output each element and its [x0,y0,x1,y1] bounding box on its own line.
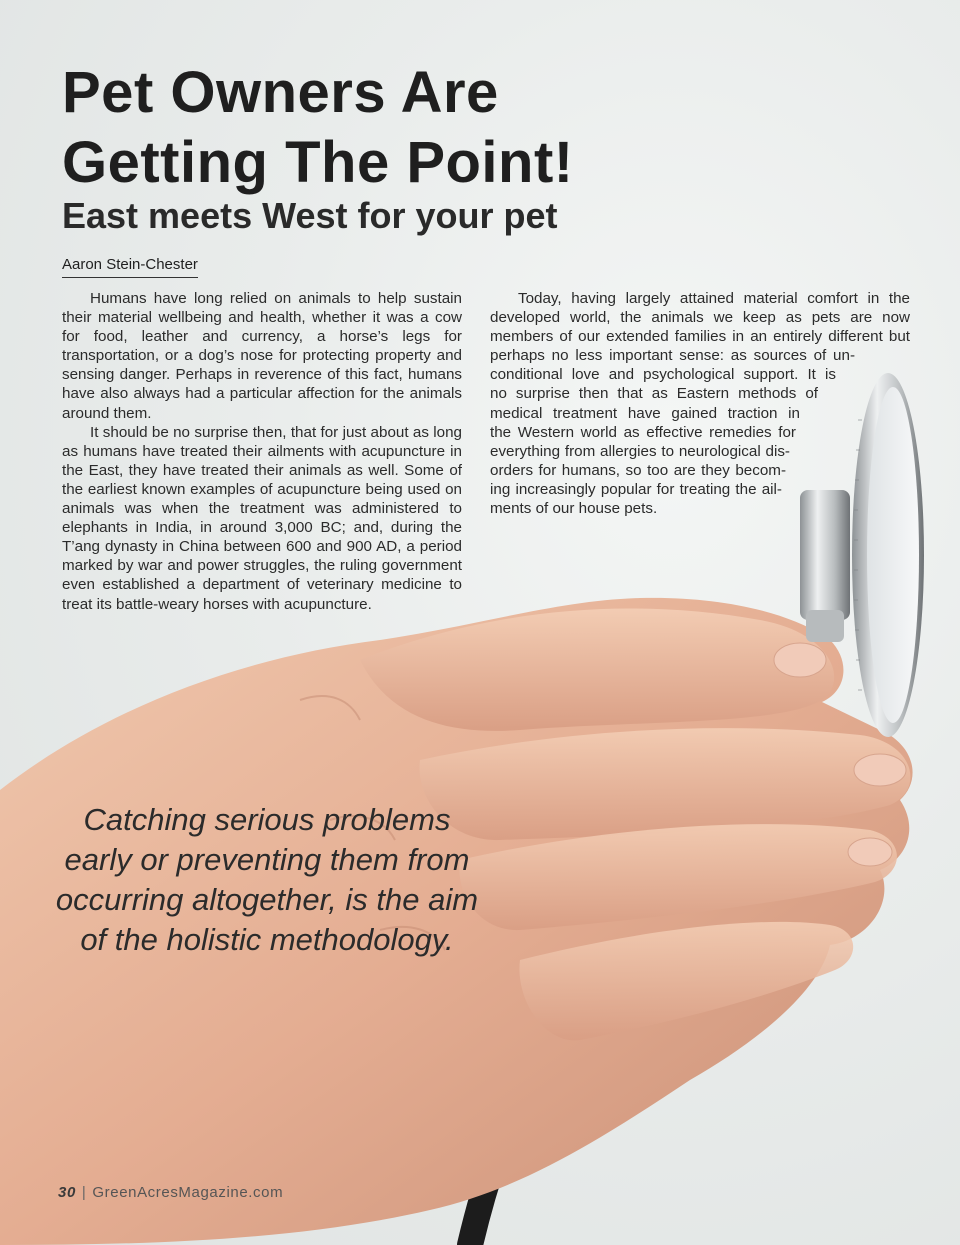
text-line: developed world, the animals we keep as pets are now [490,309,910,327]
title-line-2: Getting The Point! [62,130,574,195]
text-line: medical treatment have gained traction in [490,404,800,422]
text-line: ments of our house pets. [490,500,658,518]
text-line: perhaps no less important sense: as sources of un- [490,347,855,365]
page-number: 30 [58,1184,76,1201]
footer-site: GreenAcresMagazine.com [92,1184,284,1201]
text-line: Today, having largely attained material comfort in the [518,290,910,307]
article-title [62,58,682,198]
text-line: ing increasingly popular for treating the ail- [490,480,782,498]
text-line: the Western world as effective remedies for [490,423,796,441]
paragraph: It should be no surprise then, that for just about as long as humans have treated their ailments with acupuncture in the East, they have treated their animals as well. Some of the earliest known examples of acupuncture being used on animals was when the treatment was administered to elephants in India, in around 3,000 BC; and, during the T’ang dynasty in China between 600 and 900 AD, a period marked by war and power struggles, the ruling government even established a department of veterinary medicine to treat its battle-weary horses with acupuncture. [62,423,462,613]
author-byline: Aaron Stein-Chester [62,255,198,278]
article-subtitle: East meets West for your pet [62,195,558,236]
footer-separator: | [81,1184,87,1201]
pull-quote: Catching serious problems early or preventing them from occurring altogether, is the aim of the holistic methodology. [55,802,479,957]
text-line: members of our extended families in an entirely different but [490,328,910,346]
text-line: conditional love and psychological support. It is [490,366,836,384]
left-column [62,289,462,614]
right-column [490,289,910,518]
paragraph: Humans have long relied on animals to help sustain their material wellbeing and health, whether it was a cow for food, leather and currency, a horse’s legs for transportation, or a dog’s nose for protecting property and sensing danger. Perhaps in reverence of this fact, humans have also always had a particular affection for the animals around them. [62,290,462,422]
page-footer [58,1184,283,1201]
text-line: no surprise then that as Eastern methods of [490,385,818,403]
text-line: orders for humans, so too are they becom- [490,461,786,479]
text-line: everything from allergies to neurological dis- [490,442,790,460]
title-line-1: Pet Owners Are [62,60,499,125]
